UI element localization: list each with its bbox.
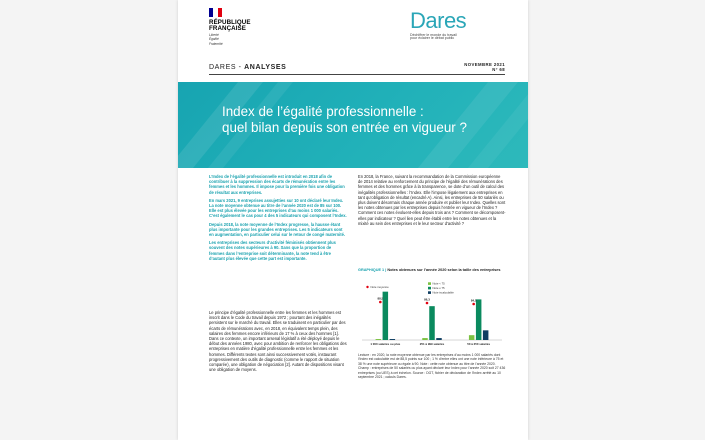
mean-marker: [379, 301, 382, 304]
rf-name-line2: FRANÇAISE: [209, 25, 246, 33]
abstract-paragraph: Depuis 2018, la note moyenne de l’Index progresse, la hausse étant plus importante pour les grandes entreprises. Les 5 indicateurs sont en augmentation, en particulier celui sur le retour de congé maternité.: [209, 221, 346, 238]
dares-tagline-1: Déchiffrer le monde du travail: [410, 33, 457, 37]
mean-marker: [472, 303, 475, 306]
rf-motto-2: Égalité: [209, 37, 219, 42]
legend-label: Note < 75: [432, 281, 445, 286]
dares-logo: [410, 8, 500, 40]
title-banner: [178, 82, 528, 168]
issue-info: [464, 62, 505, 72]
chart-title-text: Notes obtenues sur l’année 2020 selon la taille des entreprises: [387, 268, 501, 272]
header-divider: [209, 74, 505, 75]
abstract-paragraph: En mars 2021, 9 entreprises assujetties sur 10 ont déclaré leur Index. La note moyenne obtenue au titre de l’année 2020 est de 85 sur 100. Elle est plus élevée pour les entreprises d’au moins 1 000 salariés. C’est également le cas pour 4 des 5 indicateurs qui composent l’Index.: [209, 197, 347, 219]
category-label: 50 à 250 salariés: [467, 342, 491, 346]
report-page: [178, 0, 528, 440]
abstract-paragraph: Les entreprises des secteurs d’activité féminisés obtiennent plus souvent des notes supérieures à 90. Sans que la proportion de femmes dans l’entreprise soit déterminante, la note tend à être d’autant plus élevée que cette part est importante.: [209, 240, 336, 261]
mean-marker: [426, 302, 429, 305]
french-flag-icon: [209, 8, 222, 17]
bar: [390, 339, 396, 340]
rf-name-line1: RÉPUBLIQUE: [209, 19, 251, 26]
bar: [476, 299, 482, 340]
report-title-line2: quel bilan depuis son entrée en vigueur ?: [222, 120, 467, 135]
republique-francaise-logo: [209, 8, 289, 47]
report-title: [222, 104, 502, 136]
dares-wordmark: Dares: [410, 8, 467, 33]
bar: [483, 330, 489, 340]
bar: [383, 292, 389, 340]
report-title-line1: Index de l’égalité professionnelle :: [222, 104, 424, 119]
issue-date: NOVEMBRE 2021: [464, 62, 505, 67]
legend-label: Note ≥ 75: [432, 286, 445, 290]
bar: [429, 306, 435, 340]
series-prefix: DARES: [209, 64, 237, 71]
series-name: DARES - ANALYSES: [209, 64, 287, 71]
legend-swatch: [428, 282, 431, 285]
rf-motto-3: Fraternité: [209, 42, 223, 46]
abstract-paragraph: L’Index de l’égalité professionnelle est introduit en 2018 afin de contribuer à la suppression des écarts de rémunération entre les femmes et les hommes. Il impose pour la première fois une obligation de résultat aux entreprises.: [209, 174, 345, 195]
chart-title-prefix: GRAPHIQUE 1 |: [358, 268, 387, 272]
issue-number: N° 68: [492, 67, 505, 72]
dares-tagline-2: pour éclairer le débat public: [410, 36, 455, 40]
chart-note: Lecture : en 2020, la note moyenne obtenue par les entreprises d’au moins 1 000 salariés dont l’Index est calculable est de 88,5 points sur 100 ; 1 % d’entre elles ont une note inférieure à 75 et 38 % une note supérieure ou égale à 90. Note : cette note obtenue au titre de l’année 2020. Champ : entreprises de 50 salariés ou plus ayant déclaré leur Index pour l’année 2020 soit 27 436 entreprises (ou UES) à cet échelon. Source : DGT, fichier de déclaration de l’Index arrêté au 10 septembre 2021 ; calculs Dares.: [358, 353, 506, 380]
series-suffix: ANALYSES: [244, 64, 287, 71]
category-label: 1 000 salariés ou plus: [370, 342, 401, 346]
bar: [422, 338, 428, 340]
bar-chart: [358, 278, 506, 350]
legend-label: Note moyenne: [370, 285, 389, 289]
category-label: 251 à 999 salariés: [419, 342, 445, 346]
chart-title: [358, 268, 506, 273]
legend-label: Note incalculable: [432, 290, 454, 295]
mean-label: 84,5: [470, 298, 477, 303]
bar: [469, 335, 475, 340]
legend-swatch-mean: [366, 286, 368, 288]
bar: [376, 339, 382, 340]
legend-swatch: [428, 287, 431, 290]
legend-swatch: [428, 291, 431, 294]
body-text-right: En 2018, la France, suivant la recommandation de la Commission européenne de 2014 relative au renforcement du principe de l’égalité des rémunérations des femmes et des hommes grâce à la transparence, se dote d’un outil de calcul des inégalités professionnelles : l’Index. Elle l’impose légalement aux entreprises en tant qu’obligation de résultat (encadré A). Ainsi, les entreprises de 50 salariés ou plus doivent désormais chaque année produire et publier leur Index. Quelles sont les notes obtenues par les entreprises depuis l’entrée en vigueur de l’Index ? Comment ces notes évoluent-elles depuis trois ans ? Comment se décomposent-elles par indicateur ? Quel lien peut être établi entre les notes obtenues et la mixité au sein des entreprises et le leur secteur d’activité ?: [358, 174, 506, 226]
bar: [436, 338, 442, 340]
rf-motto-1: Liberté: [209, 32, 219, 37]
mean-label: 86,3: [424, 297, 430, 302]
abstract: [209, 174, 347, 264]
mean-label: 88,5: [377, 296, 384, 301]
body-text-left: Le principe d’égalité professionnelle entre les femmes et les hommes est inscrit dans le Code du travail depuis 1972 ; pourtant des inégalités persistent sur le marché du travail. Elles se traduisent en particulier par des écarts de rémunérations avec, en 2018, en équivalent temps plein, des salaires des femmes encore inférieurs de 17 % à ceux des hommes [1]. Dans ce contexte, un important arsenal législatif a été déployé depuis le début des années 1980, avec pour ambition de renforcer les obligations des entreprises en matière d’égalité professionnelle entre les femmes et les hommes. Différents textes sont ainsi successivement votés, instaurant progressivement des outils de diagnostic (comme le rapport de situation comparée), une obligation de négociation [2]. Autant de dispositions visant une obligation de moyens.: [209, 310, 347, 373]
